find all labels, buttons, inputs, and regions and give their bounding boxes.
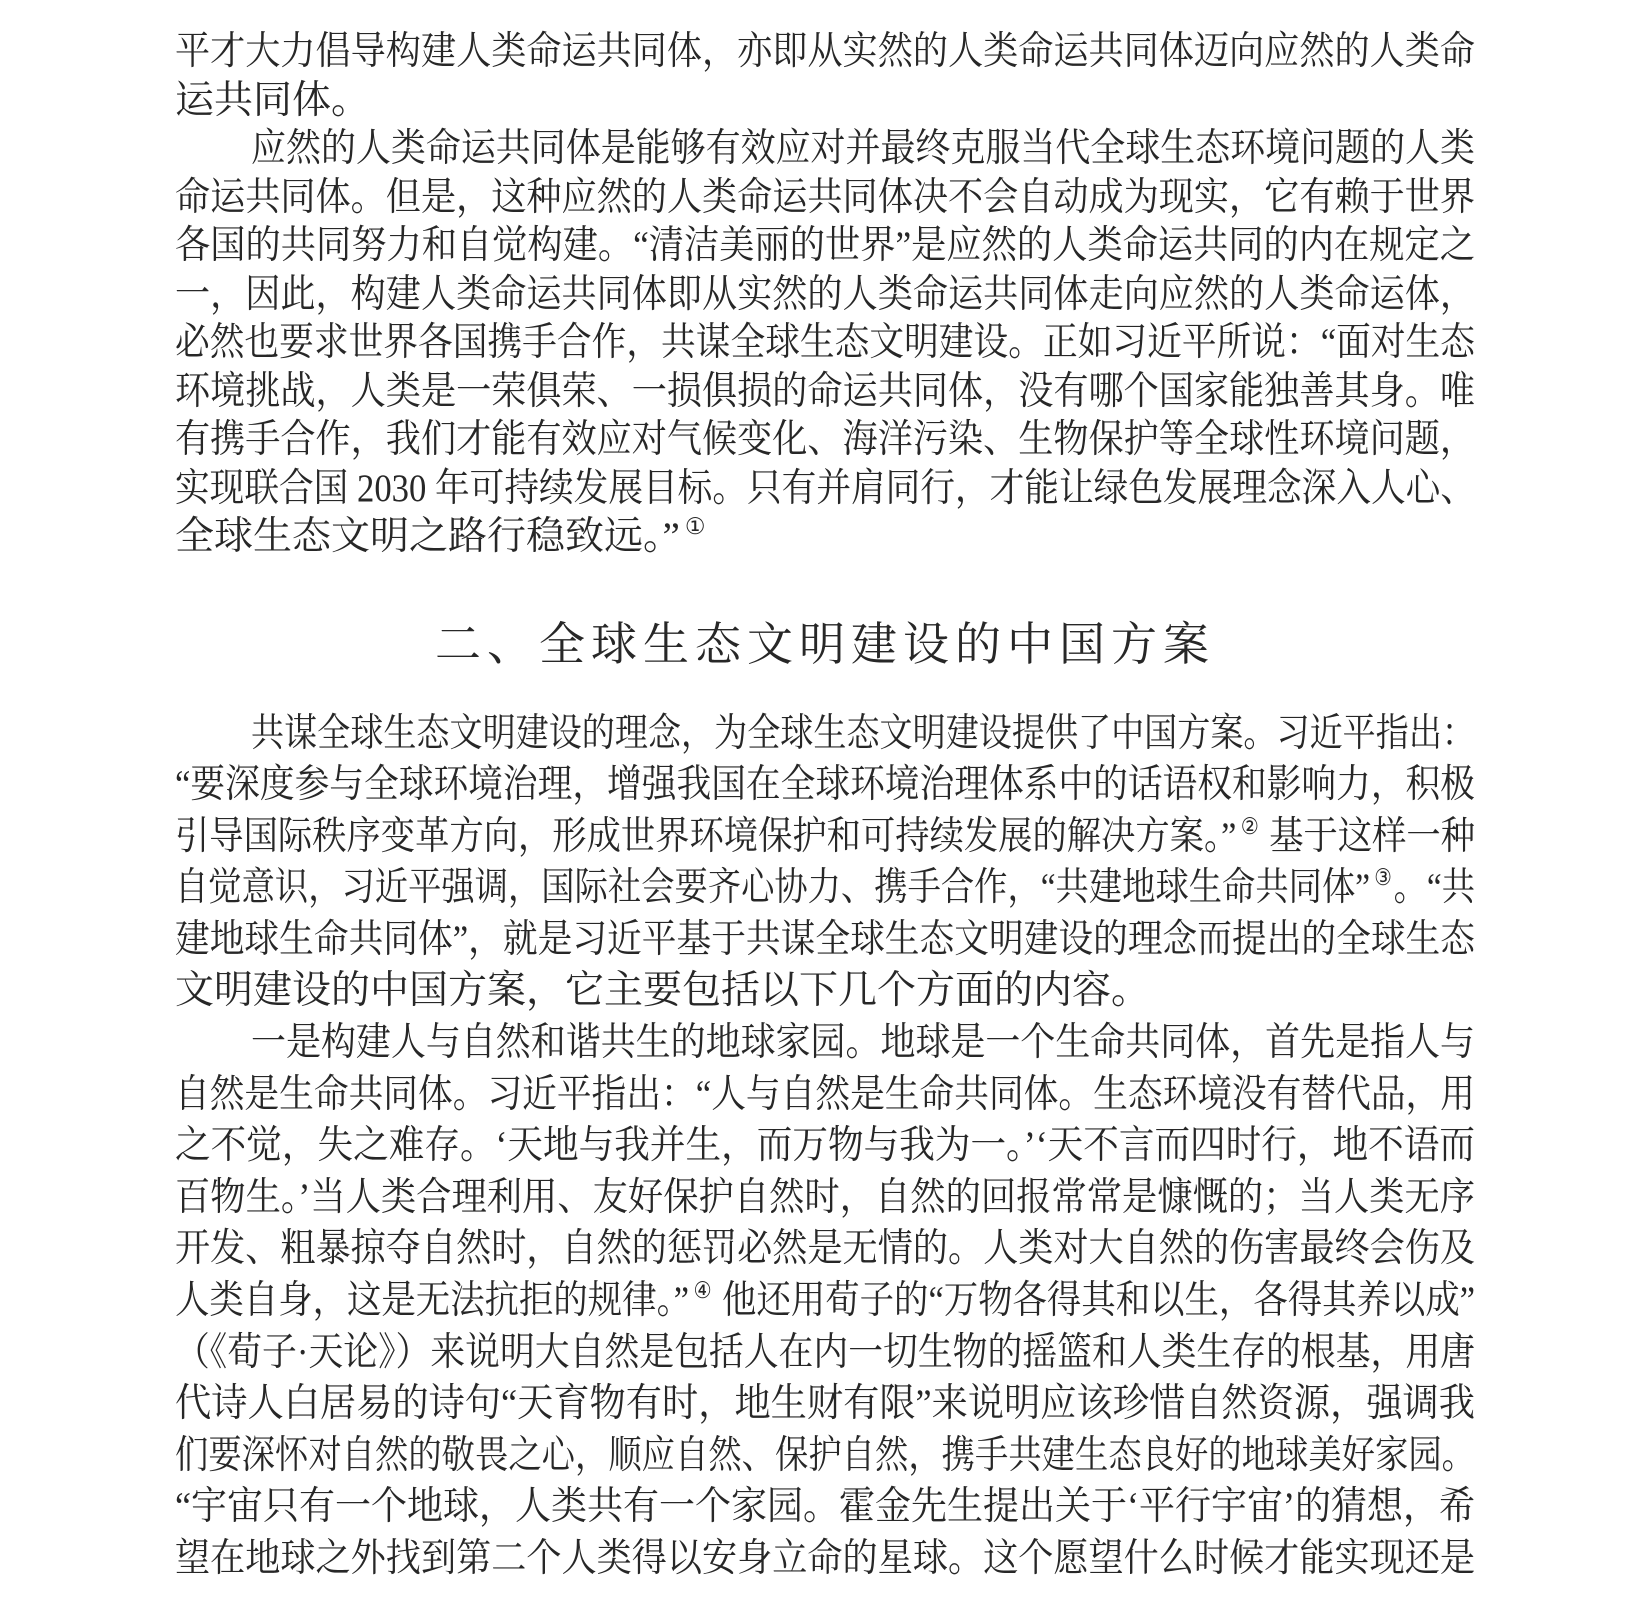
- footnote-marker: ④: [693, 1278, 712, 1304]
- text-line-content: [175, 811, 1475, 863]
- text-segment: 文明建设的中国方案，它主要包括以下几个方面的内容。: [175, 969, 1151, 1013]
- text-line-content: [175, 28, 1475, 77]
- text-segment: 人类自身，这是无法抗拒的规律。”: [175, 1279, 690, 1323]
- text-line-content: [175, 1430, 1475, 1482]
- text-line: [175, 1327, 1475, 1379]
- text-line-content: [175, 1069, 1475, 1121]
- text-segment: 应然的人类命运共同体是能够有效应对并最终克服当代全球生态环境问题的人类: [251, 127, 1475, 170]
- text-line-content: [175, 1327, 1475, 1379]
- text-segment: 必然也要求世界各国携手合作，共谋全球生态文明建设。正如习近平所说：“面对生态: [175, 321, 1475, 364]
- text-segment: 百物生。’当人类合理利用、友好保护自然时，自然的回报常常是慷慨的；当人类无序: [175, 1175, 1475, 1219]
- text-segment: 运共同体。: [175, 78, 371, 122]
- text-segment: 一是构建人与自然和谐共生的地球家园。地球是一个生命共同体，首先是指人与: [251, 1021, 1475, 1065]
- text-segment: 有携手合作，我们才能有效应对气候变化、海洋污染、生物保护等全球性环境问题，: [175, 418, 1475, 461]
- text-line: [175, 28, 1475, 77]
- paragraph: [175, 1017, 1475, 1585]
- text-line: [175, 1533, 1475, 1585]
- text-line: [175, 271, 1475, 320]
- text-line: [175, 222, 1475, 271]
- text-segment: 一，因此，构建人类命运共同体即从实然的人类命运共同体走向应然的人类命运体，: [175, 272, 1475, 316]
- text-line: [175, 1430, 1475, 1482]
- text-line: [175, 1120, 1475, 1172]
- text-line-content: [175, 862, 1475, 914]
- text-line: [175, 174, 1475, 223]
- text-line-content: [175, 759, 1475, 811]
- text-segment: 平才大力倡导构建人类命运共同体，亦即从实然的人类命运共同体迈向应然的人类命: [175, 30, 1475, 73]
- text-line: [175, 1223, 1475, 1275]
- text-line: [175, 1481, 1475, 1533]
- text-line-content: [175, 1120, 1475, 1172]
- text-line-content: [175, 914, 1475, 966]
- text-line: [175, 416, 1475, 465]
- text-line-content: [175, 513, 707, 562]
- footnote-marker: ③: [1374, 865, 1392, 891]
- text-segment: 之不觉，失之难存。‘天地与我并生，而万物与我为一。’‘天不言而四时行，地不语而: [175, 1124, 1475, 1168]
- text-line-content: [175, 319, 1475, 368]
- content-before-heading: [175, 28, 1475, 562]
- text-line-content: [175, 222, 1475, 271]
- text-line-content: [175, 1378, 1475, 1430]
- text-line: [175, 1069, 1475, 1121]
- text-segment: “要深度参与全球环境治理，增强我国在全球环境治理体系中的话语权和影响力，积极: [175, 763, 1475, 807]
- text-line-content: [251, 708, 1475, 760]
- text-segment: 代诗人白居易的诗句“天育物有时，地生财有限”来说明应该珍惜自然资源，强调我: [175, 1382, 1475, 1426]
- text-segment: 望在地球之外找到第二个人类得以安身立命的星球。这个愿望什么时候才能实现还是: [175, 1537, 1475, 1580]
- text-line-content: [175, 965, 1150, 1017]
- text-line: [175, 1017, 1475, 1069]
- footnote-marker: ①: [684, 514, 706, 539]
- text-segment: 。“共: [1393, 866, 1475, 910]
- text-line: [175, 77, 1475, 126]
- text-segment: 他还用荀子的“万物各得其和以生，各得其养以成”: [713, 1279, 1475, 1323]
- section-heading: 二、全球生态文明建设的中国方案: [435, 618, 1215, 670]
- text-line-content: [175, 271, 1475, 320]
- text-segment: 基于这样一种: [1260, 814, 1475, 858]
- text-segment: 共谋全球生态文明建设的理念，为全球生态文明建设提供了中国方案。习近平指出：: [251, 711, 1475, 755]
- document-content: [175, 28, 1475, 1585]
- text-segment: 各国的共同努力和自觉构建。“清洁美丽的世界”是应然的人类命运共同的内在规定之: [175, 224, 1475, 267]
- content-after-heading: [175, 708, 1475, 1585]
- text-segment: 自觉意识，习近平强调，国际社会要齐心协力、携手合作，“共建地球生命共同体”: [175, 866, 1371, 910]
- text-line-content: [175, 1172, 1475, 1224]
- text-segment: （《荀子·天论》）来说明大自然是包括人在内一切生物的摇篮和人类生存的根基，用唐: [175, 1330, 1475, 1374]
- text-line-content: [175, 416, 1475, 465]
- text-line-content: [251, 1017, 1475, 1069]
- text-line: [175, 965, 1475, 1017]
- paragraph: [175, 708, 1475, 1018]
- text-line-content: [175, 1481, 1475, 1533]
- text-line: [175, 1172, 1475, 1224]
- text-line: [175, 1378, 1475, 1430]
- text-line: [175, 319, 1475, 368]
- text-line: [175, 465, 1475, 514]
- text-line-content: [175, 77, 370, 126]
- text-segment: 环境挑战，人类是一荣俱荣、一损俱损的命运共同体，没有哪个国家能独善其身。唯: [175, 369, 1475, 413]
- text-line-content: [175, 1275, 1475, 1327]
- text-line: [175, 125, 1475, 174]
- text-segment: 自然是生命共同体。习近平指出：“人与自然是生命共同体。生态环境没有替代品，用: [175, 1072, 1475, 1116]
- text-line: [175, 759, 1475, 811]
- text-line: [175, 862, 1475, 914]
- text-segment: 开发、粗暴掠夺自然时，自然的惩罚必然是无情的。人类对大自然的伤害最终会伤及: [175, 1227, 1475, 1271]
- text-line-content: [251, 125, 1475, 174]
- text-segment: 命运共同体。但是，这种应然的人类命运共同体决不会自动成为现实，它有赖于世界: [175, 175, 1475, 219]
- text-line-content: [175, 368, 1475, 417]
- text-line-content: [175, 465, 1475, 514]
- text-line-content: [175, 1533, 1475, 1585]
- text-line: [175, 368, 1475, 417]
- text-line: [175, 1275, 1475, 1327]
- text-segment: 建地球生命共同体”，就是习近平基于共谋全球生态文明建设的理念而提出的全球生态: [175, 917, 1475, 961]
- text-segment: 实现联合国 2030 年可持续发展目标。只有并肩同行，才能让绿色发展理念深入人心、: [175, 466, 1475, 510]
- paragraph: [175, 28, 1475, 125]
- text-line: [175, 708, 1475, 760]
- text-line: [175, 811, 1475, 863]
- text-line: [175, 914, 1475, 966]
- text-segment: 引导国际秩序变革方向，形成世界环境保护和可持续发展的解决方案。”: [175, 814, 1237, 858]
- text-line-content: [175, 1223, 1475, 1275]
- text-segment: 全球生态文明之路行稳致远。”: [175, 515, 680, 558]
- paragraph: [175, 125, 1475, 562]
- text-segment: 们要深怀对自然的敬畏之心，顺应自然、保护自然，携手共建生态良好的地球美好家园。: [175, 1433, 1475, 1477]
- text-segment: “宇宙只有一个地球，人类共有一个家园。霍金先生提出关于‘平行宇宙’的猜想，希: [175, 1485, 1475, 1529]
- footnote-marker: ②: [1240, 813, 1259, 839]
- text-line: [175, 513, 1475, 562]
- text-line-content: [175, 174, 1475, 223]
